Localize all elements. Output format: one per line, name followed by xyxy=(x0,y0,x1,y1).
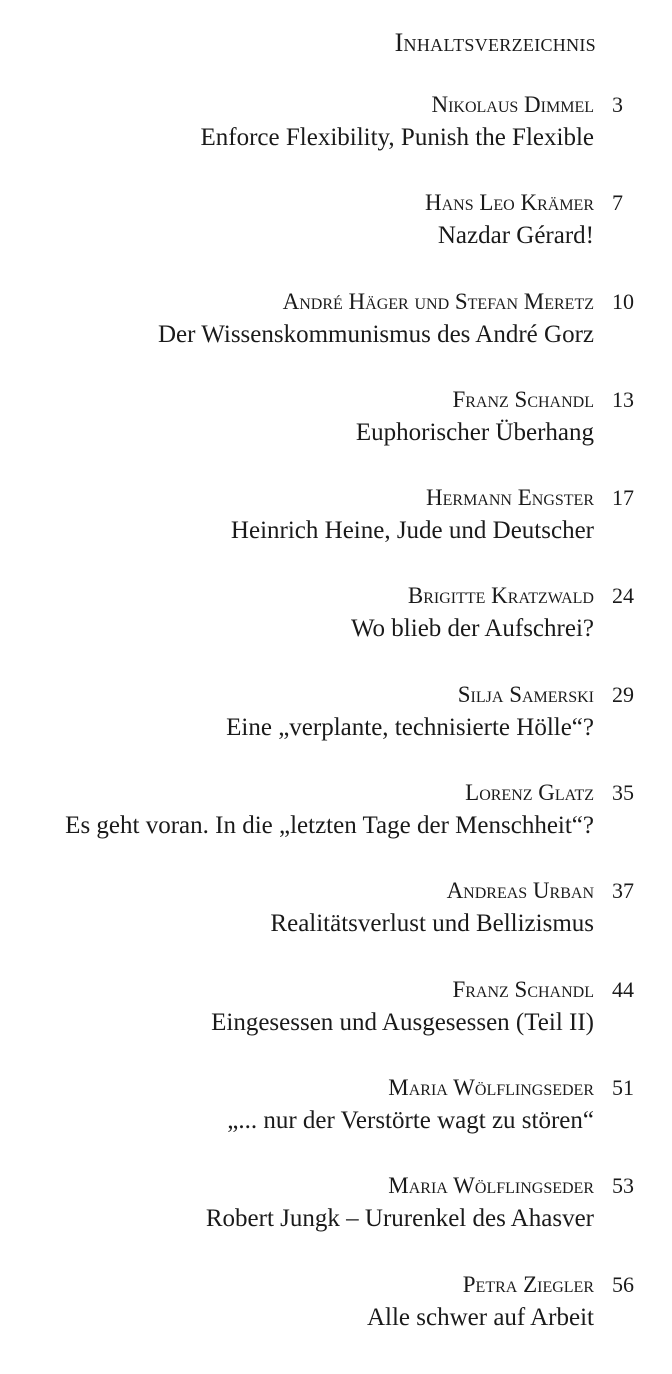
entry-author: Hans Leo Krämer xyxy=(424,190,594,216)
entry-author: Maria Wölflingseder xyxy=(388,1074,594,1100)
entry-title[interactable]: Realitätsverlust und Bellizismus xyxy=(270,910,594,938)
entry-author: Lorenz Glatz xyxy=(465,780,594,806)
entry-author: Franz Schandl xyxy=(452,976,594,1002)
entry-page-number: 51 xyxy=(612,1074,634,1100)
toc-entry[interactable] xyxy=(0,287,672,385)
toc-entry[interactable] xyxy=(0,1270,672,1368)
entry-page-number: 17 xyxy=(612,485,634,511)
entry-title[interactable]: „... nur der Verstörte wagt zu stören“ xyxy=(227,1106,594,1134)
entry-page-number: 53 xyxy=(612,1173,634,1199)
entry-author: Hermann Engster xyxy=(426,485,594,511)
entry-author: Maria Wölflingseder xyxy=(388,1173,594,1199)
entry-author: Nikolaus Dimmel xyxy=(431,92,594,117)
toc-entry[interactable] xyxy=(0,90,672,188)
entry-title[interactable]: Eingesessen und Ausgesessen (Teil II) xyxy=(211,1008,594,1036)
entry-page-number: 29 xyxy=(612,681,634,707)
entry-page-number: 13 xyxy=(612,386,634,412)
entry-author: Brigitte Kratzwald xyxy=(407,583,594,609)
toc-entry[interactable] xyxy=(0,188,672,286)
entry-page-number: 37 xyxy=(612,878,634,904)
toc-entry[interactable] xyxy=(0,975,672,1073)
entry-page-number: 7 xyxy=(612,190,623,216)
page-title: Inhaltsverzeichnis xyxy=(394,28,596,57)
entry-title[interactable]: Wo blieb der Aufschrei? xyxy=(350,615,594,643)
toc-entry[interactable] xyxy=(0,876,672,974)
entry-title[interactable]: Heinrich Heine, Jude und Deutscher xyxy=(230,517,594,545)
entry-page-number: 56 xyxy=(612,1271,634,1297)
toc-entry[interactable] xyxy=(0,778,672,876)
entry-title[interactable]: Der Wissenskommunismus des André Gorz xyxy=(158,320,594,348)
entry-author: Silja Samerski xyxy=(457,681,594,707)
entry-page-number: 44 xyxy=(612,976,634,1002)
entry-title[interactable]: Es geht voran. In die „letzten Tage der Menschheit“? xyxy=(65,812,594,840)
entry-page-number: 24 xyxy=(612,583,634,609)
toc-entry[interactable] xyxy=(0,385,672,483)
entry-title[interactable]: Nazdar Gérard! xyxy=(437,222,594,250)
toc-entry[interactable] xyxy=(0,680,672,778)
entry-author: Andreas Urban xyxy=(446,878,594,904)
entry-title[interactable]: Alle schwer auf Arbeit xyxy=(366,1303,594,1331)
toc-entry[interactable] xyxy=(0,1171,672,1269)
entry-title[interactable]: Robert Jungk – Ururenkel des Ahasver xyxy=(205,1205,594,1233)
toc-entry[interactable] xyxy=(0,581,672,679)
toc-entry[interactable] xyxy=(0,483,672,581)
toc-entry[interactable] xyxy=(0,1073,672,1171)
toc-list xyxy=(0,90,672,1368)
entry-title[interactable]: Euphorischer Überhang xyxy=(355,418,594,446)
entry-title[interactable]: Eine „verplante, technisierte Hölle“? xyxy=(226,713,594,741)
entry-author: André Häger und Stefan Meretz xyxy=(282,288,594,314)
entry-page-number: 10 xyxy=(612,288,634,314)
entry-author: Petra Ziegler xyxy=(462,1271,594,1297)
entry-page-number: 35 xyxy=(612,780,634,806)
entry-page-number: 3 xyxy=(612,92,623,117)
entry-title[interactable]: Enforce Flexibility, Punish the Flexible xyxy=(200,124,594,151)
entry-author: Franz Schandl xyxy=(452,386,594,412)
